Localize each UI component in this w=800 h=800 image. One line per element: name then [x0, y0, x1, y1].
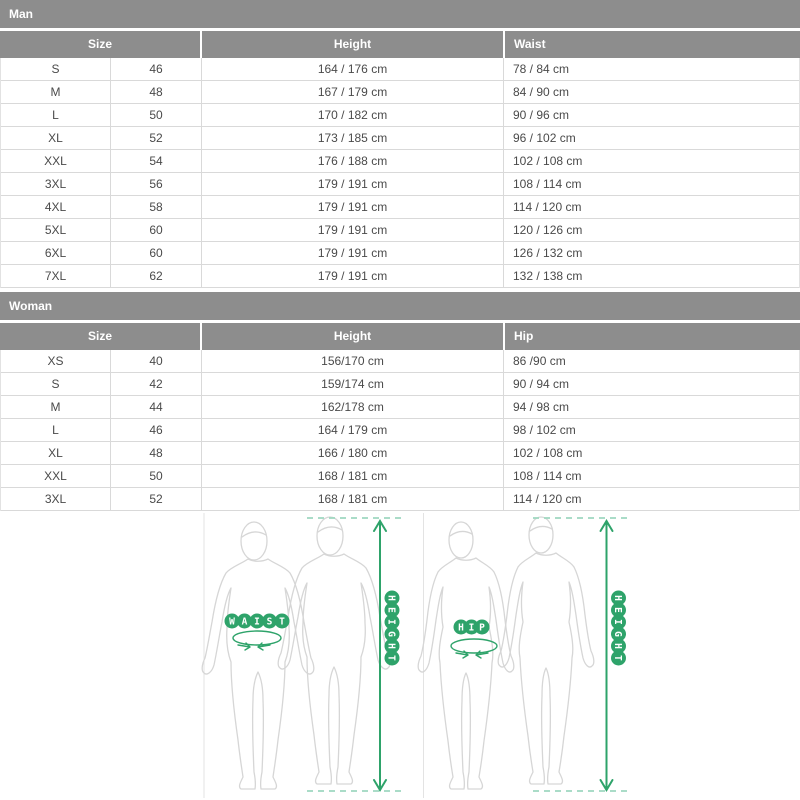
- size-number-cell: 52: [111, 488, 202, 510]
- cap-line: [450, 531, 472, 536]
- bubble-letter: H: [385, 643, 397, 649]
- table-row: [1, 442, 799, 465]
- woman-section-header: Woman: [0, 292, 800, 320]
- table-row: [1, 242, 799, 265]
- man-back-figure: [278, 517, 390, 784]
- girth-cell: 126 / 132 cm: [513, 246, 583, 260]
- bubble-letter: W: [229, 616, 235, 628]
- size-number-cell: 58: [111, 196, 202, 218]
- girth-cell: 120 / 126 cm: [513, 223, 583, 237]
- girth-cell: 90 / 94 cm: [513, 377, 570, 391]
- size-number-cell: 50: [111, 465, 202, 487]
- woman-height-label: [611, 591, 626, 666]
- bubble-letter: T: [279, 616, 285, 628]
- bubble-letter: A: [241, 616, 248, 628]
- bubble-letter: S: [266, 616, 273, 628]
- height-cell: 162/178 cm: [202, 396, 504, 418]
- man-section: [0, 0, 800, 288]
- girth-cell: 98 / 102 cm: [513, 423, 576, 437]
- bubble-letter: H: [458, 622, 464, 634]
- girth-cell: 108 / 114 cm: [513, 469, 582, 483]
- column-header-height: Height: [202, 31, 503, 58]
- man-height-arrow: [374, 521, 386, 790]
- woman-size-table-body: [0, 350, 800, 511]
- height-cell: 168 / 181 cm: [202, 465, 504, 487]
- table-row: [1, 396, 799, 419]
- man-height-label: [385, 591, 400, 666]
- table-row: [1, 81, 799, 104]
- height-cell: 167 / 179 cm: [202, 81, 504, 103]
- girth-cell: 132 / 138 cm: [513, 269, 583, 283]
- girth-cell: 102 / 108 cm: [513, 446, 583, 460]
- size-label-cell: S: [1, 373, 111, 395]
- size-label-cell: 5XL: [1, 219, 111, 241]
- size-label-cell: S: [1, 58, 111, 80]
- height-cell: 176 / 188 cm: [202, 150, 504, 172]
- girth-cell: 78 / 84 cm: [513, 62, 570, 76]
- size-number-cell: 60: [111, 242, 202, 264]
- bubble-letter: G: [612, 631, 624, 637]
- table-row: [1, 373, 799, 396]
- height-cell: 179 / 191 cm: [202, 219, 504, 241]
- size-number-cell: 52: [111, 127, 202, 149]
- cap-line: [242, 532, 266, 537]
- table-row: [1, 465, 799, 488]
- size-number-cell: 42: [111, 373, 202, 395]
- table-row: [1, 127, 799, 150]
- bubble-letter: I: [254, 616, 260, 628]
- column-header-size: Size: [0, 31, 200, 58]
- column-header-waist: Waist: [505, 31, 800, 58]
- hip-label: [454, 620, 490, 635]
- bubble-letter: T: [385, 655, 397, 661]
- size-number-cell: 40: [111, 350, 202, 372]
- size-number-cell: 54: [111, 150, 202, 172]
- height-cell: 179 / 191 cm: [202, 196, 504, 218]
- table-row: [1, 419, 799, 442]
- height-cell: 170 / 182 cm: [202, 104, 504, 126]
- size-label-cell: 3XL: [1, 488, 111, 510]
- size-number-cell: 62: [111, 265, 202, 287]
- size-label-cell: XL: [1, 442, 111, 464]
- table-row: [1, 150, 799, 173]
- height-cell: 173 / 185 cm: [202, 127, 504, 149]
- girth-cell: 94 / 98 cm: [513, 400, 570, 414]
- girth-cell: 84 / 90 cm: [513, 85, 570, 99]
- size-label-cell: XXL: [1, 465, 111, 487]
- table-row: [1, 196, 799, 219]
- size-number-cell: 46: [111, 419, 202, 441]
- girth-cell: 114 / 120 cm: [513, 200, 582, 214]
- size-number-cell: 46: [111, 58, 202, 80]
- height-cell: 179 / 191 cm: [202, 173, 504, 195]
- size-label-cell: L: [1, 419, 111, 441]
- size-label-cell: XL: [1, 127, 111, 149]
- woman-height-arrow: [601, 521, 613, 790]
- girth-cell: 86 /90 cm: [513, 354, 566, 368]
- bubble-letter: H: [612, 643, 624, 649]
- waist-label: [225, 614, 290, 629]
- bubble-letter: I: [612, 619, 624, 625]
- bubble-letter: H: [385, 595, 397, 601]
- table-row: [1, 104, 799, 127]
- size-label-cell: 4XL: [1, 196, 111, 218]
- height-cell: 179 / 191 cm: [202, 242, 504, 264]
- size-number-cell: 44: [111, 396, 202, 418]
- table-row: [1, 58, 799, 81]
- height-cell: 166 / 180 cm: [202, 442, 504, 464]
- size-number-cell: 60: [111, 219, 202, 241]
- girth-cell: 102 / 108 cm: [513, 154, 583, 168]
- table-row: [1, 488, 799, 511]
- size-label-cell: 7XL: [1, 265, 111, 287]
- woman-section: [0, 292, 800, 511]
- bubble-letter: E: [385, 607, 397, 613]
- height-cell: 164 / 179 cm: [202, 419, 504, 441]
- bubble-letter: G: [385, 631, 397, 637]
- bubble-letter: E: [612, 607, 624, 613]
- height-cell: 179 / 191 cm: [202, 265, 504, 287]
- size-number-cell: 48: [111, 442, 202, 464]
- size-label-cell: 3XL: [1, 173, 111, 195]
- size-label-cell: 6XL: [1, 242, 111, 264]
- height-cell: 156/170 cm: [202, 350, 504, 372]
- man-size-table-body: [0, 58, 800, 288]
- height-cell: 168 / 181 cm: [202, 488, 504, 510]
- column-header-height: Height: [202, 323, 503, 350]
- woman-table-header: [0, 323, 800, 350]
- size-label-cell: XXL: [1, 150, 111, 172]
- hip-ellipse: [451, 639, 497, 658]
- girth-cell: 96 / 102 cm: [513, 131, 576, 145]
- size-number-cell: 48: [111, 81, 202, 103]
- table-row: [1, 350, 799, 373]
- table-row: [1, 219, 799, 242]
- height-cell: 159/174 cm: [202, 373, 504, 395]
- man-table-header: [0, 31, 800, 58]
- size-number-cell: 50: [111, 104, 202, 126]
- height-cell: 164 / 176 cm: [202, 58, 504, 80]
- table-row: [1, 173, 799, 196]
- bubble-letter: T: [612, 655, 624, 661]
- column-header-hip: Hip: [505, 323, 800, 350]
- woman-back-figure: [498, 517, 594, 784]
- table-row: [1, 265, 799, 288]
- size-label-cell: M: [1, 81, 111, 103]
- measurement-diagram: [0, 511, 800, 800]
- bubble-letter: P: [479, 622, 485, 634]
- size-number-cell: 56: [111, 173, 202, 195]
- size-label-cell: L: [1, 104, 111, 126]
- man-section-header: Man: [0, 0, 800, 28]
- column-header-size: Size: [0, 323, 200, 350]
- girth-cell: 108 / 114 cm: [513, 177, 582, 191]
- size-label-cell: XS: [1, 350, 111, 372]
- girth-cell: 90 / 96 cm: [513, 108, 570, 122]
- bubble-letter: I: [468, 622, 475, 634]
- bubble-letter: H: [612, 595, 624, 601]
- girth-cell: 114 / 120 cm: [513, 492, 582, 506]
- size-label-cell: M: [1, 396, 111, 418]
- bubble-letter: I: [385, 619, 397, 625]
- waist-ellipse: [233, 631, 281, 650]
- man-front-figure: [202, 522, 314, 789]
